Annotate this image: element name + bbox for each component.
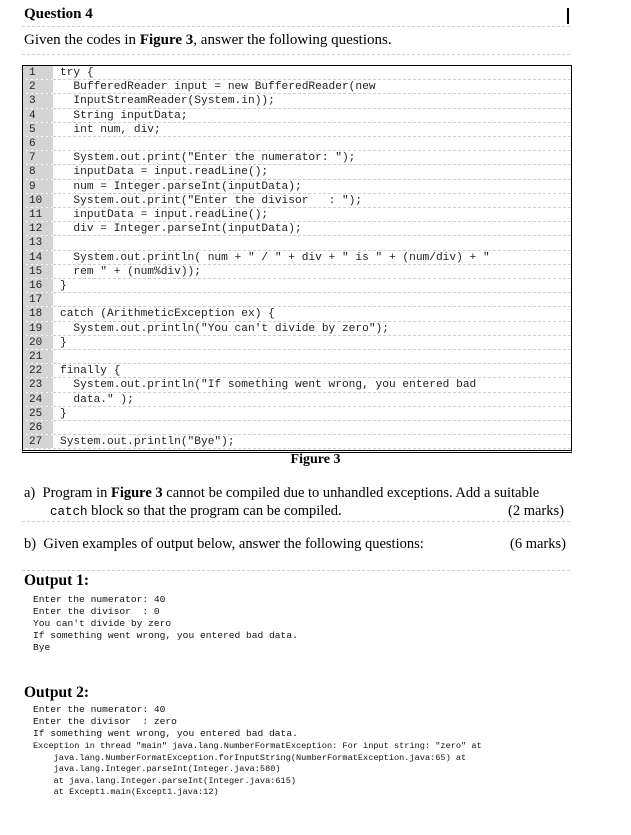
question-title: Question 4: [24, 6, 93, 22]
console-line: You can't divide by zero: [33, 618, 172, 629]
line-number: 10: [23, 194, 53, 207]
console-line: java.lang.Integer.parseInt(Integer.java:580): [33, 764, 281, 774]
code-text: catch (ArithmeticException ex) {: [60, 308, 275, 321]
console-line: If something went wrong, you entered bad data.: [33, 630, 298, 641]
code-text: int num, div;: [60, 123, 161, 136]
code-text: System.out.println("You can't divide by zero");: [60, 322, 389, 335]
console-line: Enter the divisor : 0: [33, 606, 160, 617]
line-number: 18: [23, 307, 53, 320]
code-line: [23, 251, 571, 265]
code-text: String inputData;: [60, 109, 188, 122]
line-number: 25: [23, 407, 53, 420]
code-line: [23, 165, 571, 179]
code-text: inputData = input.readLine();: [60, 209, 269, 221]
line-number: 3: [23, 94, 53, 107]
line-number: 15: [23, 265, 53, 278]
code-line: [23, 109, 571, 123]
part-b: [24, 536, 424, 553]
console-line: Exception in thread "main" java.lang.NumberFormatException: For input string: "zero" at: [33, 741, 482, 751]
code-line: [23, 80, 571, 94]
intro-text: Given the codes in: [24, 32, 140, 48]
console-line: at Except1.main(Except1.java:12): [33, 787, 219, 797]
part-text: Program in: [42, 485, 111, 501]
code-text: finally {: [60, 365, 121, 378]
output1-heading: Output 1:: [24, 572, 90, 589]
line-number: 21: [23, 350, 53, 363]
code-line: [23, 322, 571, 336]
marks-b: (6 marks): [510, 536, 566, 552]
code-text: BufferedReader input = new BufferedReader(new: [60, 81, 376, 94]
line-number: 4: [23, 109, 53, 122]
figure-caption: Figure 3: [290, 452, 341, 467]
text-cursor: [567, 8, 569, 24]
line-number: 23: [23, 378, 53, 391]
code-line: [23, 364, 571, 378]
code-line: [23, 208, 571, 222]
line-number: 20: [23, 336, 53, 349]
code-text: rem " + (num%div));: [60, 265, 201, 278]
divider: [22, 54, 570, 55]
code-text: System.out.println("If something went wrong, you entered bad: [60, 379, 477, 392]
output1-console: [33, 594, 298, 654]
line-number: 22: [23, 364, 53, 377]
code-line: [23, 194, 571, 208]
code-text: System.out.print("Enter the divisor : ");: [60, 194, 363, 207]
line-number: 27: [23, 435, 53, 448]
code-line: [23, 265, 571, 279]
code-line: [23, 236, 571, 250]
console-line: Enter the numerator: 40: [33, 704, 166, 715]
code-line: [23, 421, 571, 435]
code-text: try {: [60, 67, 94, 79]
code-line: [23, 279, 571, 293]
code-text: InputStreamReader(System.in));: [60, 95, 275, 108]
line-number: 11: [23, 208, 53, 221]
exception-trace: [33, 741, 482, 799]
part-label: b): [24, 536, 37, 552]
intro-text: , answer the following questions.: [193, 32, 392, 48]
line-number: 26: [23, 421, 53, 434]
line-number: 24: [23, 393, 53, 406]
code-text: System.out.print("Enter the numerator: ");: [60, 152, 356, 165]
code-line: [23, 435, 571, 449]
part-text: block so that the program can be compiled.: [87, 503, 342, 519]
line-number: 5: [23, 123, 53, 136]
divider: [22, 521, 570, 522]
code-line: [23, 336, 571, 350]
code-line: [23, 293, 571, 307]
code-line: [23, 350, 571, 364]
console-line: Enter the divisor : zero: [33, 716, 177, 727]
part-text: cannot be compiled due to unhandled exceptions. Add a suitable: [162, 485, 540, 501]
question-intro: [24, 32, 392, 49]
code-line: [23, 94, 571, 108]
code-line: [23, 123, 571, 137]
line-number: 8: [23, 165, 53, 178]
code-text: }: [60, 407, 67, 420]
line-number: 19: [23, 322, 53, 335]
marks-a: (2 marks): [508, 503, 564, 519]
code-line: [23, 180, 571, 194]
code-text: }: [60, 280, 67, 292]
divider: [22, 570, 570, 571]
code-listing: [22, 65, 572, 453]
code-text: data." );: [60, 393, 134, 406]
console-line: java.lang.NumberFormatException.forInputString(NumberFormatException.java:65) at: [33, 752, 467, 763]
line-number: 7: [23, 151, 53, 164]
code-line: [23, 151, 571, 165]
line-number: 13: [23, 236, 53, 249]
part-a: [24, 484, 569, 521]
code-line: [23, 222, 571, 236]
figure-ref: Figure 3: [110, 485, 163, 501]
code-text: }: [60, 336, 67, 349]
code-line: [23, 137, 571, 151]
divider: [22, 26, 570, 27]
console-line: Bye: [33, 642, 51, 653]
code-text: inputData = input.readLine();: [60, 166, 269, 179]
output2-heading: Output 2:: [24, 684, 90, 701]
line-number: 16: [23, 279, 53, 292]
console-line: Enter the numerator: 40: [33, 594, 166, 605]
code-text: div = Integer.parseInt(inputData);: [60, 223, 302, 236]
code-text: System.out.println("Bye");: [60, 436, 235, 449]
line-number: 17: [23, 293, 53, 306]
part-text: Given examples of output below, answer the following questions:: [43, 536, 424, 552]
code-line: [23, 307, 571, 321]
console-line: at java.lang.Integer.parseInt(Integer.java:615): [33, 775, 297, 786]
code-text: System.out.println( num + " / " + div + " is " + (num/div) + ": [60, 251, 490, 264]
line-number: 2: [23, 80, 53, 93]
line-number: 14: [23, 251, 53, 264]
console-line: If something went wrong, you entered bad data.: [33, 728, 298, 739]
code-text: num = Integer.parseInt(inputData);: [60, 180, 302, 193]
code-line: [23, 378, 571, 392]
figure-ref: Figure 3: [139, 32, 194, 48]
code-line: [23, 393, 571, 407]
line-number: 12: [23, 222, 53, 235]
part-label: a): [24, 485, 36, 501]
line-number: 9: [23, 180, 53, 193]
code-keyword: catch: [50, 505, 88, 519]
line-number: 6: [23, 137, 53, 150]
code-line: [23, 66, 571, 80]
line-number: 1: [23, 66, 53, 79]
output2-console: [33, 704, 298, 740]
code-line: [23, 407, 571, 421]
